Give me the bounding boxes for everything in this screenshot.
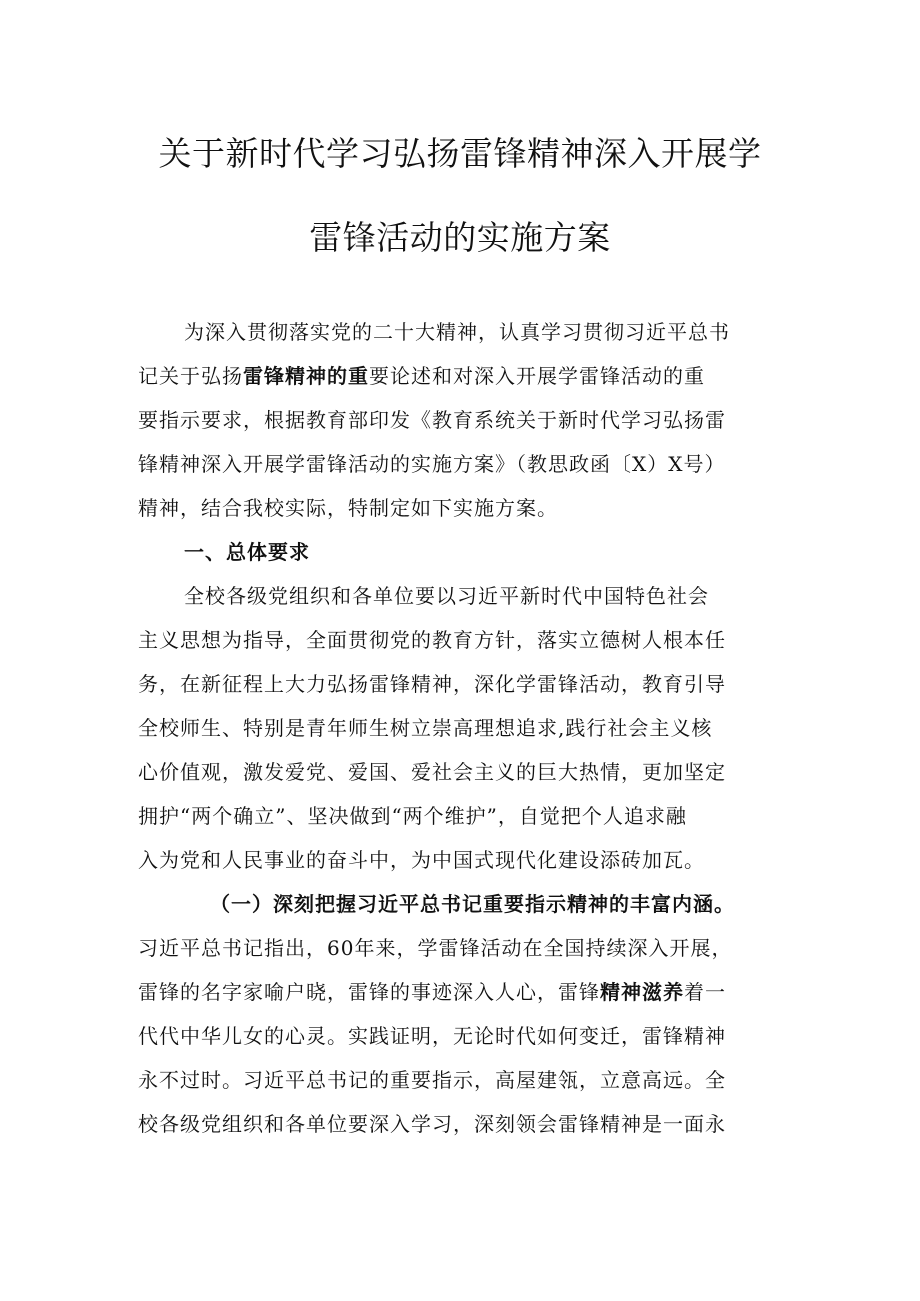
document-title-line-2: 雷锋活动的实施方案 xyxy=(309,218,611,257)
section-1-line-3: 务，在新征程上大力弘扬雷锋精神，深化学雷锋活动，教育引导 xyxy=(138,672,726,696)
section-1-line-4: 全校师生、特别是青年师生树立崇高理想追求,践行社会主义核 xyxy=(138,716,713,740)
section-1-line-5: 心价值观，激发爱党、爱国、爱社会主义的巨大热情，更加坚定 xyxy=(138,760,726,784)
intro-line-2-post: 要论述和对深入开展学雷锋活动的重 xyxy=(369,364,705,388)
subsection-1-line-4: 永不过时。习近平总书记的重要指示，高屋建瓴，立意高远。全 xyxy=(138,1068,726,1092)
subsection-1-line-1: 习近平总书记指出，60年来，学雷锋活动在全国持续深入开展， xyxy=(138,936,733,960)
intro-line-2-bold: 雷锋精神的重 xyxy=(243,364,369,388)
section-1-line-6: 拥护“两个确立”、坚决做到“两个维护”，自觉把个人追求融 xyxy=(138,804,687,828)
subsection-1-line-2-bold: 精神滋养 xyxy=(600,980,684,1004)
subsection-1-line-2-post: 着一 xyxy=(684,980,726,1004)
subsection-1-line-3: 代代中华儿女的心灵。实践证明，无论时代如何变迁，雷锋精神 xyxy=(138,1024,726,1048)
section-1-line-7: 入为党和人民事业的奋斗中，为中国式现代化建设添砖加瓦。 xyxy=(138,848,705,872)
subsection-1-line-5: 校各级党组织和各单位要深入学习，深刻领会雷锋精神是一面永 xyxy=(138,1112,726,1136)
section-1-heading: 一、总体要求 xyxy=(184,540,310,564)
intro-line-2-pre: 记关于弘扬 xyxy=(138,364,243,388)
intro-line-3: 要指示要求，根据教育部印发《教育系统关于新时代学习弘扬雷 xyxy=(138,408,726,432)
section-1-line-1: 全校各级党组织和各单位要以习近平新时代中国特色社会 xyxy=(184,584,709,608)
intro-line-5: 精神，结合我校实际，特制定如下实施方案。 xyxy=(138,496,558,520)
subsection-1-line-2-pre: 雷锋的名字家喻户晓，雷锋的事迹深入人心，雷锋 xyxy=(138,980,600,1004)
intro-line-2 xyxy=(138,362,705,390)
intro-line-4: 锋精神深入开展学雷锋活动的实施方案》（教思政函〔X）X号） xyxy=(138,452,726,476)
document-title-line-1: 关于新时代学习弘扬雷锋精神深入开展学 xyxy=(158,134,762,173)
intro-line-1: 为深入贯彻落实党的二十大精神，认真学习贯彻习近平总书 xyxy=(184,320,730,344)
subsection-1-heading: （一）深刻把握习近平总书记重要指示精神的丰富内涵。 xyxy=(210,892,735,916)
subsection-1-line-2 xyxy=(138,978,726,1006)
section-1-line-2: 主义思想为指导，全面贯彻党的教育方针，落实立德树人根本任 xyxy=(138,628,726,652)
